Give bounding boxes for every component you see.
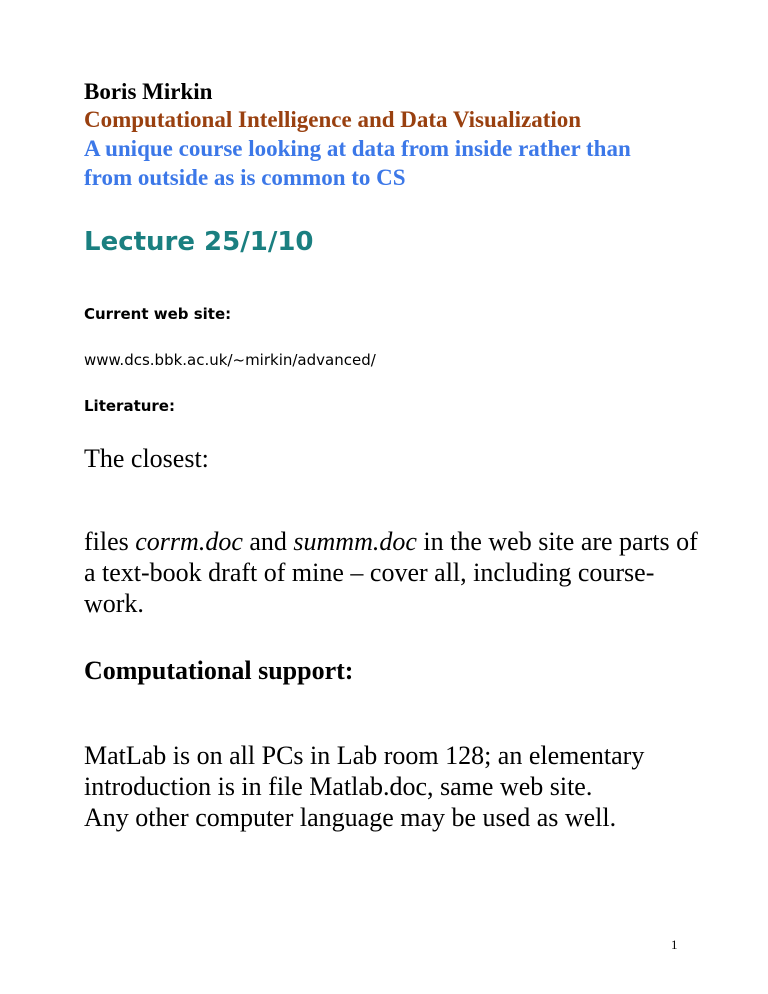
matlab-line: MatLab is on all PCs in Lab room 128; an elementary <box>84 741 645 770</box>
files-paragraph-line: work. <box>84 589 144 618</box>
files-paragraph-line: a text-book draft of mine – cover all, including course- <box>84 558 655 587</box>
computational-support-heading: Computational support: <box>84 656 354 685</box>
closest-heading: The closest: <box>84 444 209 473</box>
text-run: and <box>242 527 294 556</box>
author-name: Boris Mirkin <box>84 79 213 104</box>
files-paragraph-line <box>84 526 698 557</box>
file-corrm: corrm.doc <box>135 527 243 556</box>
lecture-heading: Lecture 25/1/10 <box>84 227 314 257</box>
text-run: in the web site are parts of <box>416 527 698 556</box>
subtitle-line: from outside as is common to CS <box>84 165 406 190</box>
matlab-line: introduction is in file Matlab.doc, same web site. <box>84 772 593 801</box>
file-summm: summm.doc <box>293 527 417 556</box>
subtitle-line: A unique course looking at data from inside rather than <box>84 136 631 161</box>
course-title: Computational Intelligence and Data Visualization <box>84 107 582 132</box>
website-label: Current web site: <box>84 305 232 323</box>
page-number: 1 <box>671 937 678 952</box>
course-subtitle <box>84 134 764 192</box>
website-url: www.dcs.bbk.ac.uk/~mirkin/advanced/ <box>84 351 376 369</box>
literature-label: Literature: <box>84 397 175 415</box>
matlab-paragraph <box>84 740 644 833</box>
files-paragraph <box>84 526 698 619</box>
matlab-line: Any other computer language may be used as well. <box>84 803 617 832</box>
text-run: files <box>84 527 136 556</box>
